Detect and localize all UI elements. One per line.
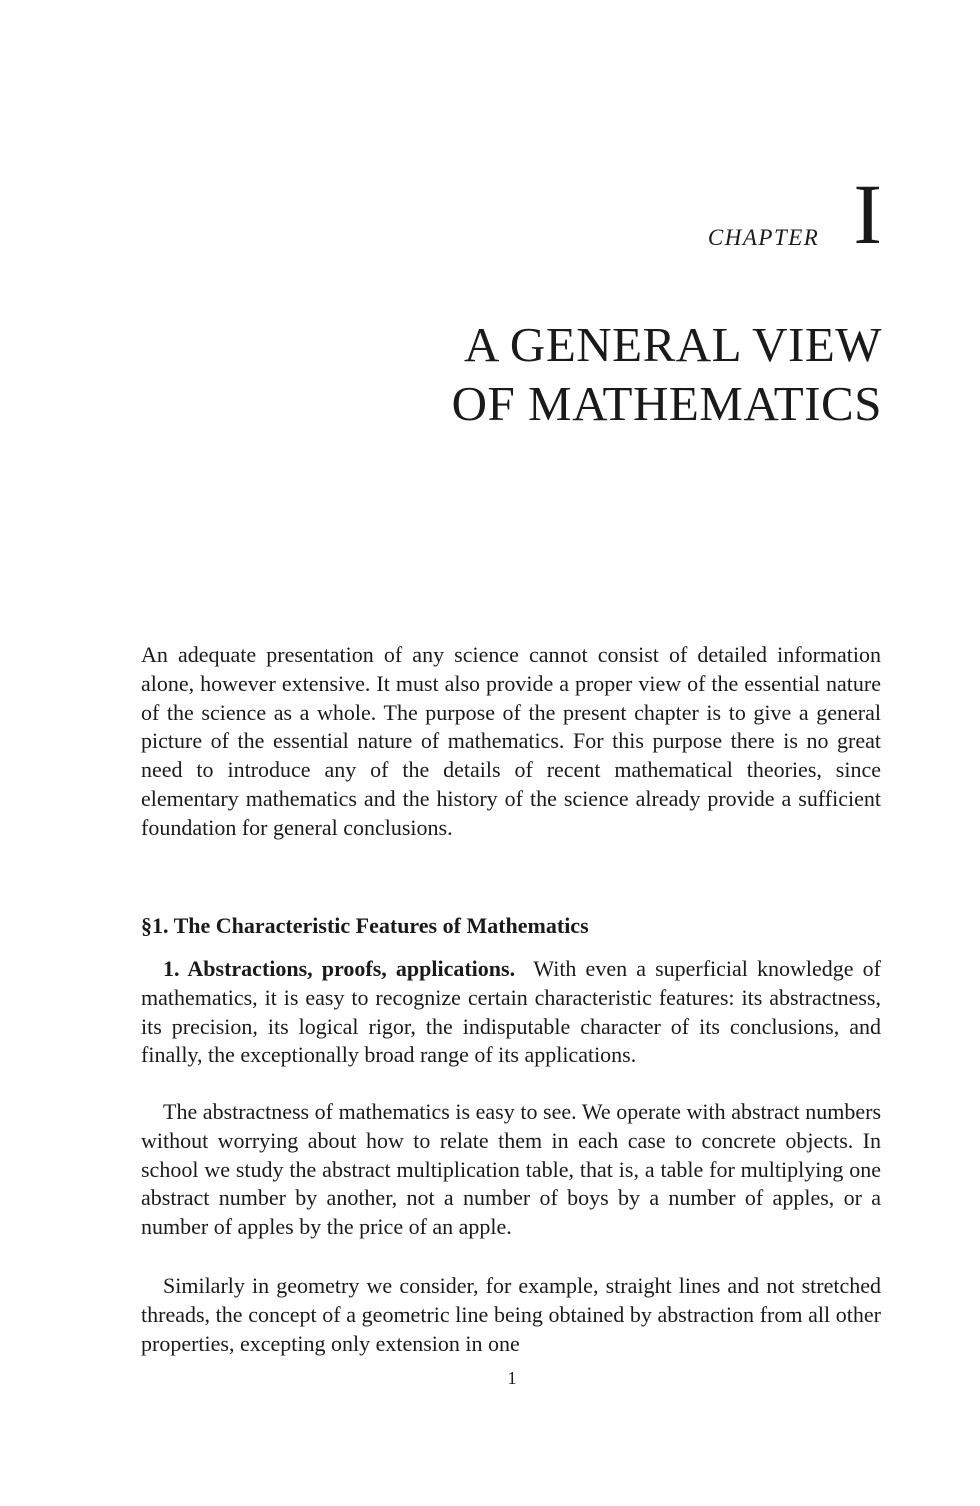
body-paragraph-3: Similarly in geometry we consider, for example, straight lines and not stretched threads, the concept of a geometric line being obtained by abstraction from all other properties, excepting only extension in one xyxy=(141,1273,881,1356)
subsection-heading: 1. Abstractions, proofs, applications. xyxy=(163,956,516,981)
paragraph-1-text: With even a superficial knowledge of mathematics, it is easy to recognize certain characteristic features: its abstractness, its precision, its logical rigor, the indisputable character of its conclusions, and finally, the exceptionally broad range of its applications. xyxy=(141,956,882,1068)
chapter-title-line-1: A GENERAL VIEW xyxy=(464,317,882,372)
chapter-title-line-2: OF MATHEMATICS xyxy=(451,376,882,431)
body-paragraph-1 xyxy=(141,955,881,1070)
chapter-title xyxy=(452,315,882,433)
intro-paragraph: An adequate presentation of any science cannot consist of detailed information alone, however extensive. It must also provide a proper view of the essential nature of the science as a whole. The purpose of the present chapter is to give a general picture of the essential nature of mathematics. For this purpose there is no great need to introduce any of the details of recent mathematical theories, since elementary mathematics and the history of the science already provide a sufficient foundation for general conclusions. xyxy=(141,642,881,840)
page-number: 1 xyxy=(507,1368,517,1388)
section-heading: §1. The Characteristic Features of Mathematics xyxy=(141,913,589,938)
chapter-heading xyxy=(708,178,882,254)
chapter-number: I xyxy=(853,178,882,254)
chapter-label: CHAPTER xyxy=(707,225,820,250)
body-paragraph-2: The abstractness of mathematics is easy to see. We operate with abstract numbers without worrying about how to relate them in each case to concrete objects. In school we study the abstract multiplication table, that is, a table for multiplying one abstract number by another, not a number of boys by a number of apples, or a number of apples by the price of an apple. xyxy=(141,1099,881,1240)
